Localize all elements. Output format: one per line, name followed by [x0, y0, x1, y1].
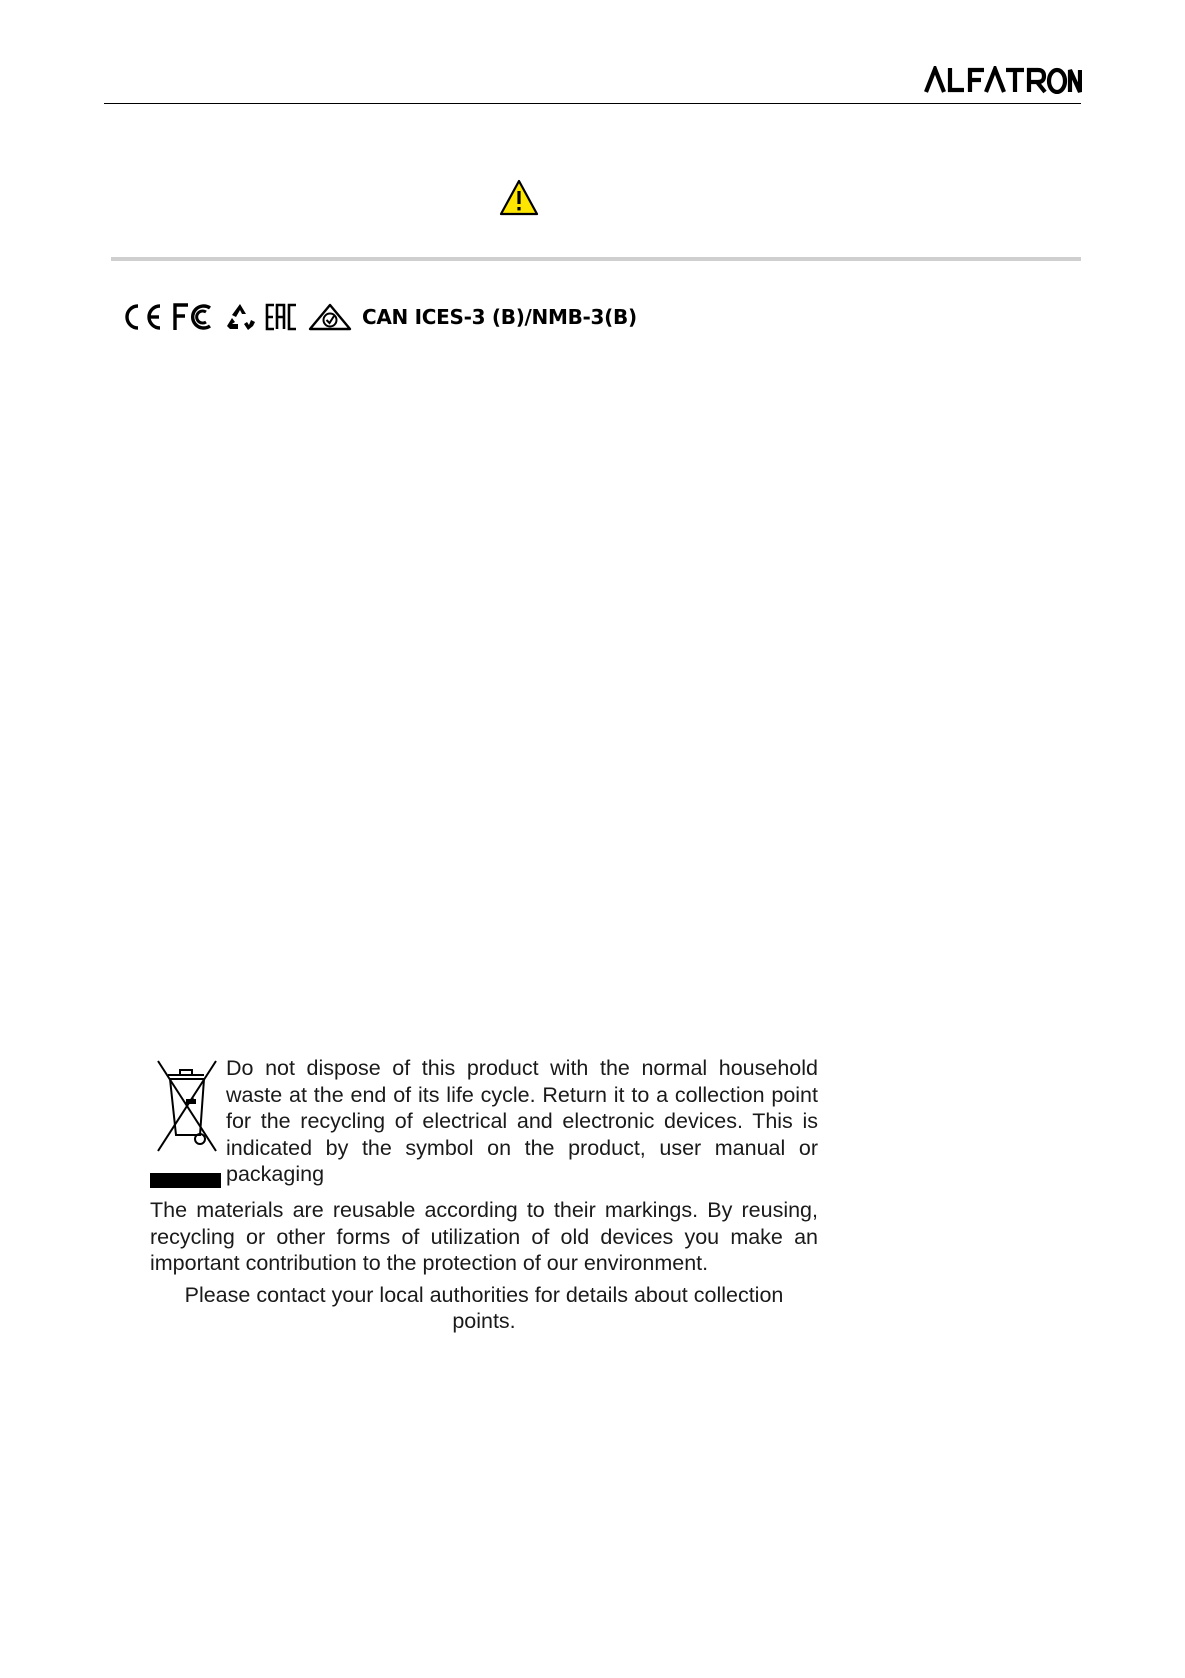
brand-logo: [924, 66, 1082, 94]
weee-disposal-notice: [150, 1055, 818, 1335]
weee-solid-bar: [150, 1173, 221, 1188]
certification-marks: [120, 299, 637, 335]
rcm-mark-icon: [308, 302, 352, 332]
warning-triangle-icon: [499, 178, 539, 218]
weee-paragraph-3: Please contact your local authorities for details about collection points.: [184, 1282, 784, 1333]
alfatron-logo-icon: [924, 66, 1082, 94]
certification-text: CAN ICES-3 (B)/NMB-3(B): [362, 305, 637, 329]
ce-mark-icon: [120, 302, 164, 332]
section-divider: [111, 257, 1081, 261]
crossed-out-wheelie-bin-icon: [150, 1055, 222, 1167]
eac-mark-icon: [264, 302, 300, 332]
header-divider: [104, 103, 1081, 104]
weee-paragraph-2: The materials are reusable according to their markings. By reusing, recycling or other forms of utilization of old devices you make an important contribution to the protection of our environment.: [150, 1198, 818, 1275]
fcc-mark-icon: [172, 302, 216, 332]
weee-paragraph-1: Do not dispose of this product with the normal household waste at the end of its life cycle. Return it to a collection point for the recycling of electrical and electronic devices. This is indicated by the symbol on the product, user manual or packaging: [226, 1056, 818, 1186]
recycle-icon: [224, 302, 256, 332]
